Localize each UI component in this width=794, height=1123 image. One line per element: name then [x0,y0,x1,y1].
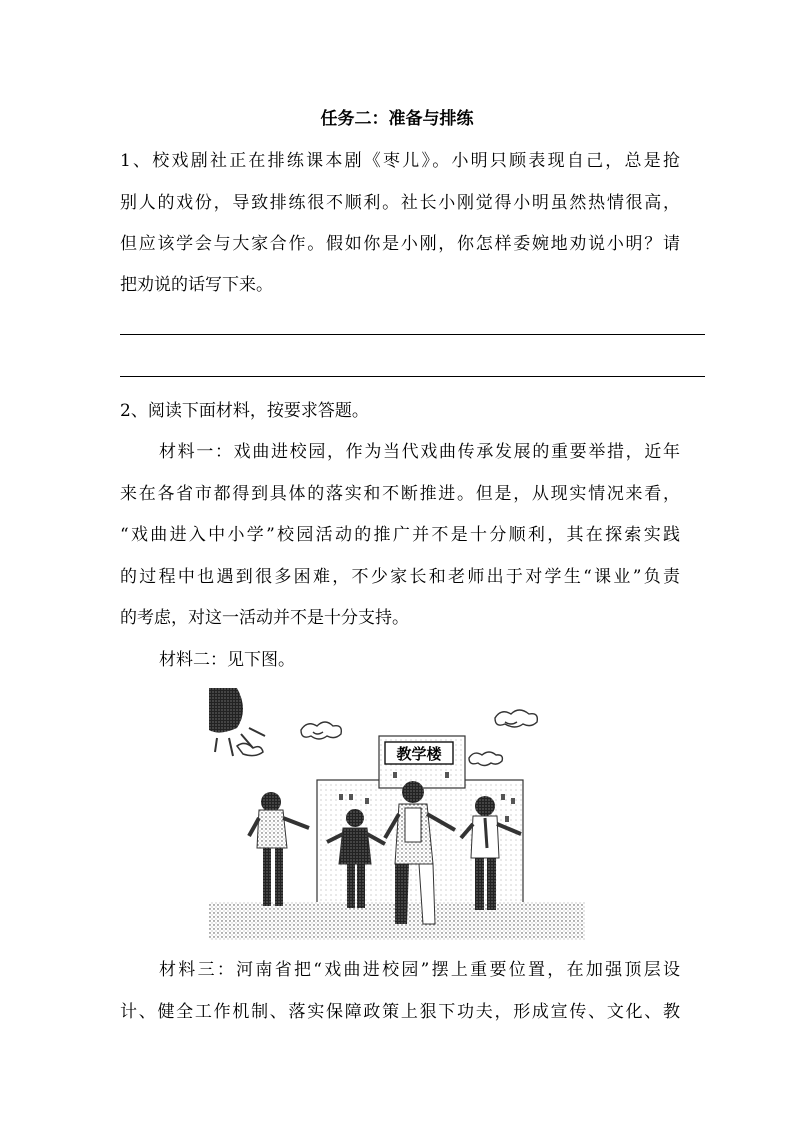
cloud-icon [301,722,341,739]
answer-line[interactable] [120,334,705,335]
question2-heading: 2、阅读下面材料，按要求答题。 [120,401,369,421]
cartoon-illustration [209,688,585,940]
cloud-icon [469,752,502,766]
question1-line: 1、校戏剧社正在排练课本剧《枣儿》。小明只顾表现自己，总是抢 [120,151,680,171]
material1-line: “戏曲进入中小学”校园活动的推广并不是十分顺利，其在探索实践 [120,525,680,545]
page-title: 任务二：准备与排练 [320,109,474,129]
material3-line: 材料三：河南省把“戏曲进校园”摆上重要位置，在加强顶层设 [159,960,680,980]
question1-line: 别人的戏份，导致排练很不顺利。社长小刚觉得小明虽然热情很高， [120,193,680,213]
cloud-icon [495,710,537,727]
material2-caption: 材料二：见下图。 [159,650,295,670]
question1-line: 把劝说的话写下来。 [120,275,273,295]
material1-line: 的过程中也遇到很多困难，不少家长和老师出于对学生“课业”负责 [120,567,680,587]
material3-line: 计、健全工作机制、落实保障政策上狠下功夫，形成宣传、文化、教 [120,1002,680,1022]
material1-line: 的考虑，对这一活动并不是十分支持。 [120,608,409,628]
question1-line: 但应该学会与大家合作。假如你是小刚，你怎样委婉地劝说小明？请 [120,234,680,254]
child-figure [249,792,309,906]
answer-line[interactable] [120,376,705,377]
sun-icon [209,688,265,756]
material1-line: 来在各省市都得到具体的落实和不断推进。但是，从现实情况来看， [120,484,680,504]
building-sign-text: 教学楼 [396,745,442,763]
material1-line: 材料一：戏曲进校园，作为当代戏曲传承发展的重要举措，近年 [159,442,680,462]
